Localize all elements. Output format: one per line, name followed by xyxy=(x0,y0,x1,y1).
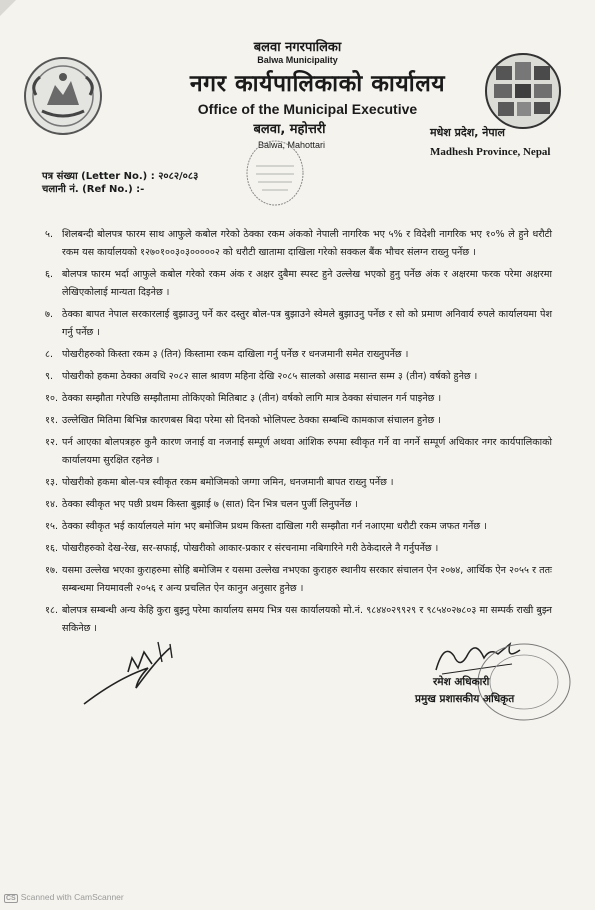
scanner-watermark xyxy=(4,892,124,903)
province-en: Madhesh Province, Nepal xyxy=(430,146,551,158)
municipality-name-en: Balwa Municipality xyxy=(257,55,338,65)
condition-number: ५. xyxy=(45,229,54,240)
condition-item xyxy=(45,368,552,386)
camscanner-badge: CS xyxy=(6,895,16,902)
condition-item xyxy=(45,602,552,638)
condition-item xyxy=(45,306,552,342)
scanner-text: Scanned with CamScanner xyxy=(20,892,124,902)
condition-number: ७. xyxy=(45,309,54,320)
condition-text: ठेक्का सम्झौता गरेपछि सम्झौतामा तोकिएको मितिबाट ३ (तीन) वर्षको लागि मात्र ठेक्का संचालन गर्न पाइनेछ । xyxy=(62,393,442,404)
reference-number: चलानी नं. (Ref No.) :- xyxy=(42,184,145,195)
condition-number: १५. xyxy=(45,521,59,532)
condition-number: १४. xyxy=(45,499,59,510)
condition-item xyxy=(45,540,552,558)
conditions-list xyxy=(45,226,552,642)
condition-text: ठेक्का स्वीकृत भई कार्यालयले मांग भए बमोजिम प्रथम किस्ता दाखिला गरी सम्झौता गर्न नआएमा धरौटी रकम जफत गर्नेछ । xyxy=(62,521,487,532)
condition-item xyxy=(45,562,552,598)
condition-number: ८. xyxy=(45,349,54,360)
condition-text: पोखरीहरुको देख-रेख, सर-सफाई, पोखरीको आकार-प्रकार र संरचनामा नबिगारिने गरी ठेकेदारले नै गर्नुपर्नेछ । xyxy=(62,543,439,554)
office-title-np: नगर कार्यपालिकाको कार्यालय xyxy=(189,71,446,97)
condition-text: ठेक्का स्वीकृत भए पछी प्रथम किस्ता बुझाई ७ (सात) दिन भित्र चलन पुर्जी लिनुपर्नेछ । xyxy=(62,499,358,510)
office-stamp-icon xyxy=(244,138,306,208)
municipality-name-np: बलवा नगरपालिका xyxy=(253,40,342,55)
condition-number: १३. xyxy=(45,477,59,488)
condition-number: १२. xyxy=(45,437,59,448)
left-signature-icon xyxy=(78,638,188,710)
condition-item xyxy=(45,226,552,262)
condition-item xyxy=(45,474,552,492)
condition-text: बोलपत्र सम्बन्धी अन्य केहि कुरा बुझ्नु परेमा कार्यालय समय भित्र यस कार्यालयको मो.नं. ९८४४०२९९२९ र ९८५४०२७८०३ मा सम्पर्क राखी बुझ्न सकिनेछ । xyxy=(62,605,552,634)
signatory-title: प्रमुख प्रशासकीय अधिकृत xyxy=(415,693,515,705)
condition-item xyxy=(45,518,552,536)
office-title-en: Office of the Municipal Executive xyxy=(197,101,418,117)
condition-item xyxy=(45,346,552,364)
condition-number: ९. xyxy=(45,371,54,382)
condition-text: यसमा उल्लेख भएका कुराहरुमा सोहि बमोजिम र यसमा उल्लेख नभएका कुराहरु स्थानीय सरकार संचालन ऐन २०७४, आर्थिक ऐन २०५५ र ततः सम्बन्धमा नियमावली २०५६ र अन्य प्रचलित ऐन कानुन अनुसार हुनेछ । xyxy=(62,565,552,594)
condition-item xyxy=(45,412,552,430)
letter-number: पत्र संख्या (Letter No.) : २०८२/०८३ xyxy=(42,171,199,182)
signatory-name: रमेश अधिकारी xyxy=(433,676,490,688)
condition-text: पोखरीको हकमा ठेक्का अवधि २०८२ साल श्रावण महिना देखि २०८५ सालको असाढ मसान्त सम्म ३ (तीन) वर्षको हुनेछ । xyxy=(62,371,478,382)
condition-number: १६. xyxy=(45,543,59,554)
condition-text: ठेक्का बापत नेपाल सरकारलाई बुझाउनु पर्ने कर दस्तुर बोल-पत्र बुझाउने स्वेमले बुझाउनु पर्नेछ र सो को प्रमाण अनिवार्य रुपले कार्यालयमा पेश गर्नु पर्नेछ । xyxy=(62,309,552,338)
condition-item xyxy=(45,434,552,470)
condition-text: बोलपत्र फारम भर्दा आफुले कबोल गरेको रकम अंक र अक्षर दुबैमा स्पस्ट हुने उल्लेख भएको हुनु पर्नेछ अंक र अक्षरमा फरक परेमा अक्षरमा लेखिएकोलाई मान्यता दिइनेछ । xyxy=(62,269,552,298)
condition-item xyxy=(45,496,552,514)
condition-text: शिलबन्दी बोलपत्र फारम साथ आफुले कबोल गरेको ठेक्का रकम अंकको नेपाली नागरिक भए ५% र विदेशी नागरिक भए १०% ले हुने धरौटी रकम यस कार्यालयको १२७०१००३०३०००००२ को धरौटी खातामा दाखिला गरेको सक्कल बैंक भौचर संलग्न राख्नु पर्नेछ । xyxy=(62,229,552,258)
condition-text: पोखरीको हकमा बोल-पत्र स्वीकृत रकम बमोजिमको जग्गा जमिन, धनजमानी बापत राख्नु पर्नेछ । xyxy=(62,477,394,488)
condition-text: उल्लेखित मितिमा बिभिन्न कारणबस बिदा परेमा सो दिनको भोलिपल्ट ठेक्का सम्बन्धि कामकाज संचालन हुनेछ । xyxy=(62,415,441,426)
place-en: Balwa, Mahottari xyxy=(257,140,326,150)
folded-corner xyxy=(0,0,16,16)
condition-number: ११. xyxy=(45,415,59,426)
place-np: बलवा, महोत्तरी xyxy=(253,122,326,137)
condition-number: १०. xyxy=(45,393,59,404)
condition-text: पोखरीहरुको किस्ता रकम ३ (तिन) किस्तामा रकम दाखिला गर्नु पर्नेछ र धनजमानी समेत राख्नुपर्नेछ । xyxy=(62,349,409,360)
condition-number: ६. xyxy=(45,269,54,280)
condition-number: १८. xyxy=(45,605,59,616)
province-np: मधेश प्रदेश, नेपाल xyxy=(430,126,505,139)
condition-item xyxy=(45,266,552,302)
condition-text: पर्न आएका बोलपत्रहरु कुनै कारण जनाई वा नजनाई सम्पूर्ण अथवा आंशिक रुपमा स्वीकृत गर्ने वा नगर्ने सम्पूर्ण अधिकार नगर कार्यपालिकाको कार्यालयमा सुरक्षित रहनेछ । xyxy=(62,437,552,466)
condition-item xyxy=(45,390,552,408)
condition-number: १७. xyxy=(45,565,59,576)
